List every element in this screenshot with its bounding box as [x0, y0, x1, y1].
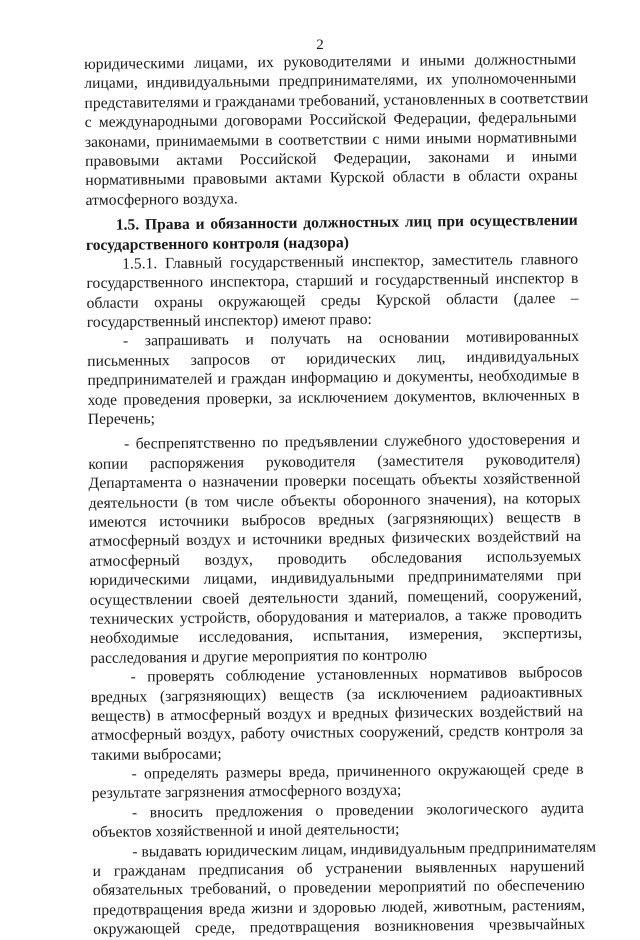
text-line: атмосферный воздух, проводить обследования используемых: [89, 547, 582, 570]
text-line: - проверять соблюдение установленных нормативов выбросов: [130, 663, 583, 686]
text-line: государственного инспектора, старший и государственный инспектор в: [86, 270, 579, 293]
text-line: атмосферный воздух, работу очистных сооружений, средств контроля за: [91, 722, 584, 745]
text-line: предотвращения вреда жизни и здоровью людей, животным, растениям,: [92, 896, 586, 919]
text-line: результате загрязнения атмосферного воздуха;: [91, 782, 402, 803]
text-line: обязательных требований, о проведении мероприятий по обеспечению: [92, 877, 585, 900]
text-line: технических устройств, оборудования и материалов, а также проводить: [89, 605, 582, 628]
text-line: законами, принимаемыми в соответствии с ними иными нормативными: [84, 128, 577, 151]
text-line: - выдавать юридическим лицам, индивидуальным предпринимателям: [132, 838, 597, 861]
text-line: ходе проведения проверки, за исключением документов, включенных в: [87, 386, 580, 409]
text-line: атмосферного воздуха.: [85, 190, 238, 209]
text-line: - вносить предложения о проведении экологического аудита: [131, 799, 585, 822]
text-line: Перечень;: [87, 410, 155, 429]
text-line: - беспрепятственно по предъявлении служебного удостоверения и: [123, 431, 581, 454]
page-number: 2: [316, 37, 324, 53]
text-line: - запрашивать и получать на основании мотивированных: [122, 328, 580, 351]
text-line: деятельности (в том числе объекты оборонного значения), на которых: [88, 489, 581, 512]
text-line: атмосферный воздух и источники вредных физических воздействий на: [89, 528, 582, 551]
section-heading-line: 1.5. Права и обязанности должностных лиц при осуществлении: [115, 211, 578, 234]
section-heading-line: государственного контроля (надзора): [85, 233, 349, 254]
text-line: нормативными правовыми актами Курской области в области охраны: [85, 167, 578, 190]
text-line: представителями и гражданами требований, установленных в соответствии: [84, 89, 589, 112]
text-line: веществ) в атмосферный воздух и вредных физических воздействий на: [90, 702, 583, 725]
text-line: копии распоряжения руководителя (заместителя руководителя): [88, 450, 581, 473]
text-line: правовыми актами Российской Федерации, законами и иными: [85, 147, 578, 170]
text-line: необходимые исследования, испытания, измерения, экспертизы,: [90, 625, 583, 648]
text-line: государственный инспектор) имеют право:: [86, 311, 372, 332]
text-line: - определять размеры вреда, причиненного окружающей среде в: [131, 760, 584, 783]
text-line: объектов хозяйственной и иной деятельности;: [92, 820, 400, 842]
document-body: [84, 50, 597, 940]
text-line: лицами, индивидуальными предпринимателями, их уполномоченными: [84, 70, 577, 93]
text-line: осуществлении своей деятельности зданий, помещений, сооружений,: [89, 586, 582, 609]
text-line: предпринимателей и граждан информацию и документы, необходимые в: [87, 367, 580, 390]
text-line: 1.5.1. Главный государственный инспектор, заместитель главного: [122, 250, 579, 273]
text-line: области охраны окружающей среды Курской области (далее –: [86, 289, 579, 312]
text-line: юридическими лицами, индивидуальными предпринимателями при: [89, 566, 582, 590]
text-line: такими выбросами;: [91, 745, 222, 764]
text-line: вредных (загрязняющих) веществ (за исключением радиоактивных: [90, 683, 583, 706]
text-line: с международными договорами Российской Федерации, федеральными: [84, 109, 577, 132]
text-line: письменных запросов от юридических лиц, индивидуальных: [87, 347, 580, 370]
text-line: юридическими лицами, их руководителями и иными должностными: [84, 50, 577, 73]
text-line: окружающей среде, предотвращения возникновения чрезвычайных: [93, 915, 586, 939]
text-line: имеются источники выбросов вредных (загрязняющих) веществ в: [88, 508, 581, 531]
text-line: Департамента о назначении проверки посещать объекты хозяйственной: [88, 470, 581, 493]
text-line: и гражданам предписания об устранении выявленных нарушений: [92, 857, 585, 880]
text-line: расследования и другие мероприятия по контролю: [90, 646, 428, 667]
